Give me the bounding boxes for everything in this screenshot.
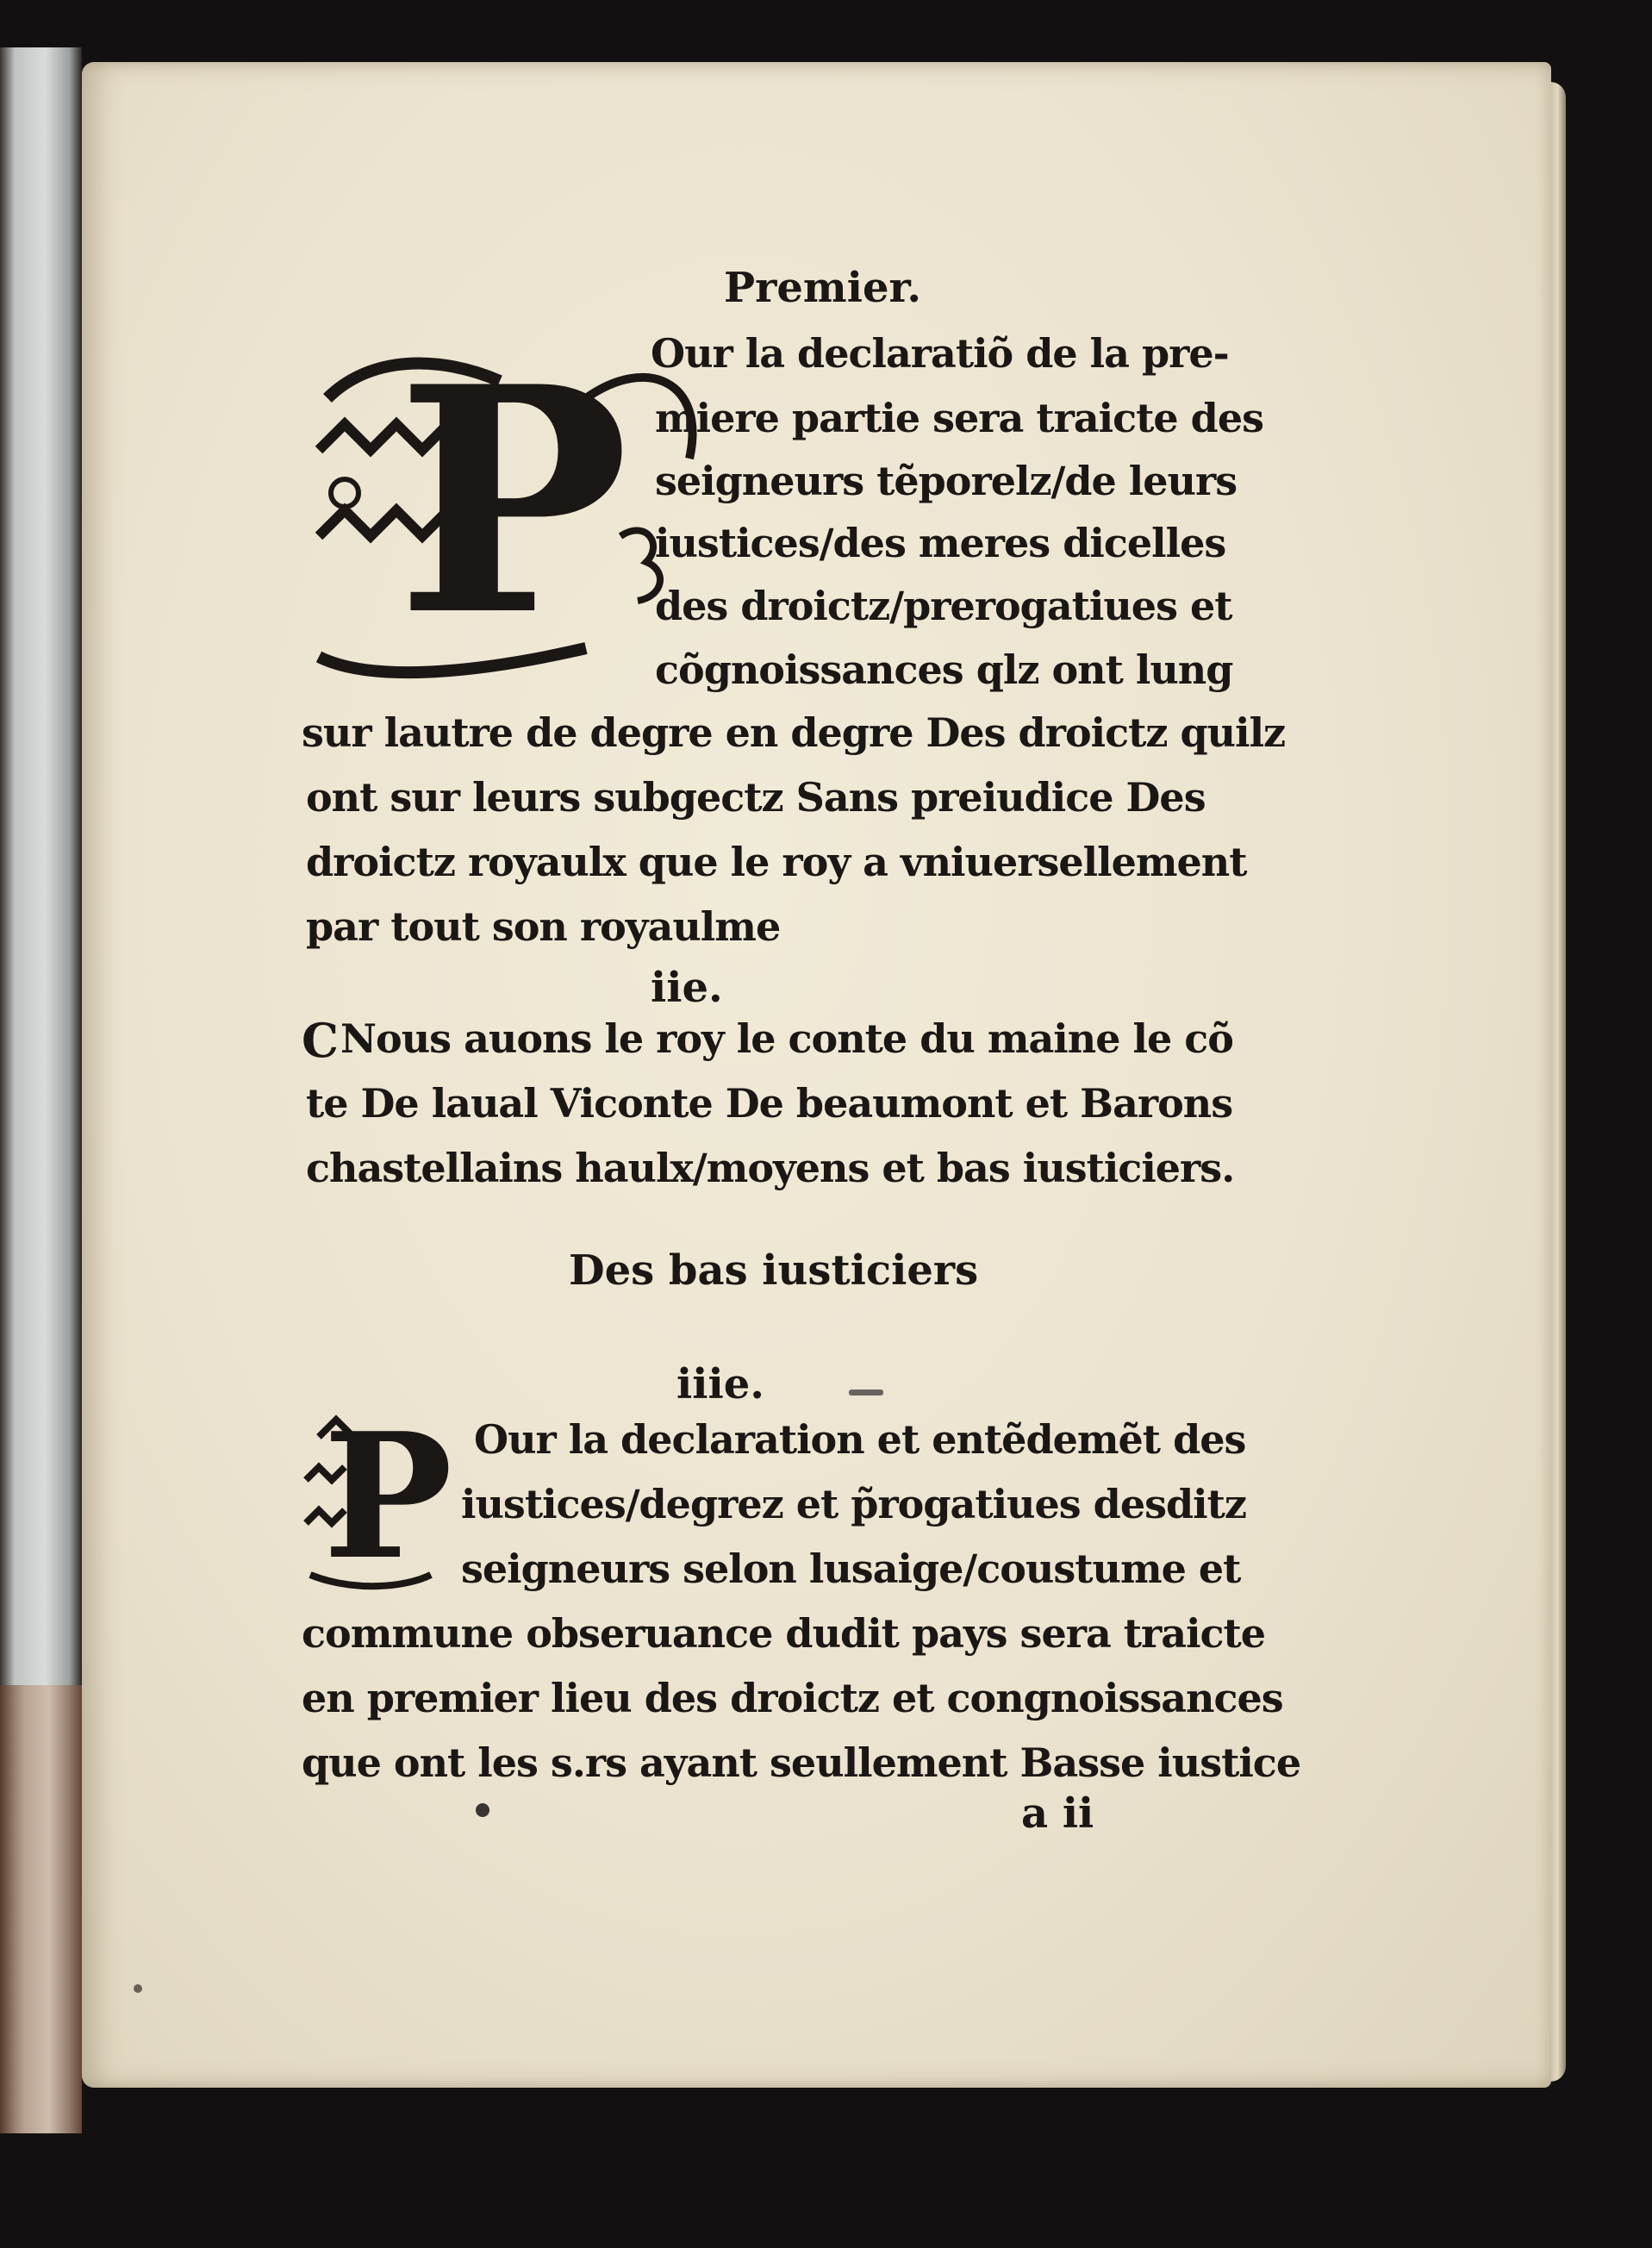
section-heading-iiie: iiie. — [676, 1360, 764, 1408]
paragraph-line: cõgnoissances qlz ont lung — [655, 646, 1233, 693]
paragraph-line: miere partie sera traicte des — [655, 395, 1263, 441]
paragraph-line: Our la declaratiõ de la pre- — [651, 330, 1229, 377]
paragraph-line: commune obseruance dudit pays sera traicte — [302, 1610, 1266, 1657]
paragraph-line: droictz royaulx que le roy a vniuersellement — [306, 839, 1247, 885]
decorated-initial-p: P — [302, 1402, 474, 1592]
ink-spot — [134, 1984, 142, 1993]
ink-spot — [476, 1803, 489, 1817]
paragraph-line: Our la declaration et entẽdemẽt des — [474, 1416, 1246, 1463]
signature-mark: a ii — [1021, 1789, 1094, 1838]
section-heading-iie: iie. — [651, 964, 723, 1012]
paragraph-line: iustices/des meres dicelles — [655, 520, 1226, 566]
paragraph-line: seigneurs selon lusaige/coustume et — [461, 1546, 1241, 1592]
paragraph-line: seigneurs tẽporelz/de leurs — [655, 458, 1237, 504]
paragraph-line: que ont les s.rs ayant seullement Basse iustice — [302, 1739, 1301, 1786]
paragraph-line: des droictz/prerogatiues et — [655, 583, 1232, 629]
pilcrow-mark: C — [302, 1013, 338, 1068]
paragraph-line: ont sur leurs subgectz Sans preiudice Des — [306, 774, 1206, 821]
paragraph-line: sur lautre de degre en degre Des droictz quilz — [302, 709, 1286, 756]
paragraph-line: en premier lieu des droictz et congnoissances — [302, 1675, 1283, 1721]
book-binding — [0, 47, 82, 2133]
paragraph-line: chastellains haulx/moyens et bas iusticiers. — [306, 1145, 1235, 1191]
book-page — [82, 62, 1551, 2088]
paragraph-line: Nous auons le roy le conte du maine le cõ — [340, 1015, 1233, 1062]
paragraph-line: te De laual Viconte De beaumont et Barons — [306, 1080, 1233, 1127]
ink-mark — [849, 1389, 883, 1396]
paragraph-line: iustices/degrez et p̃rogatiues desditz — [461, 1481, 1247, 1527]
section-heading-des-bas-iusticiers: Des bas iusticiers — [569, 1246, 979, 1295]
decorated-initial-p: P — [302, 321, 724, 683]
section-heading-premier: Premier. — [724, 264, 922, 312]
paragraph-line: par tout son royaulme — [306, 903, 781, 950]
